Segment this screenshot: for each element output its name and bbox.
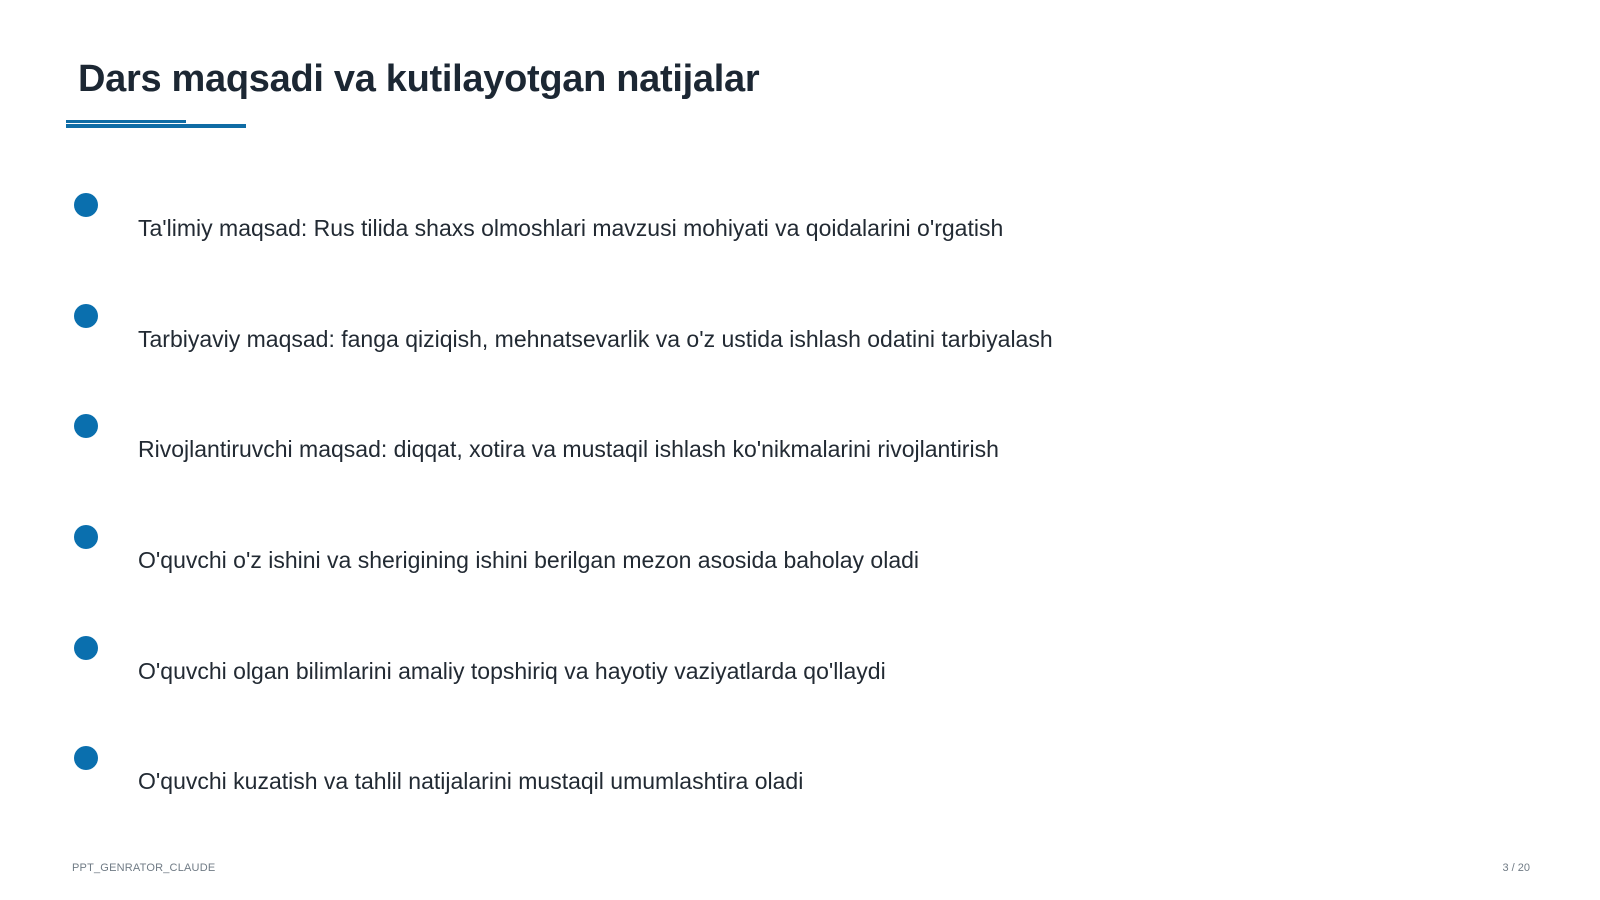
bullet-text: Tarbiyaviy maqsad: fanga qiziqish, mehnatsevarlik va o'z ustida ishlash odatini tarbiyalash	[138, 326, 1053, 352]
bullet-item	[0, 746, 1600, 826]
bullet-dot-icon	[74, 414, 98, 438]
bullet-dot-icon	[74, 746, 98, 770]
bullet-dot-icon	[74, 525, 98, 549]
bullet-item	[0, 636, 1600, 716]
bullet-item	[0, 525, 1600, 605]
bullet-dot-icon	[74, 636, 98, 660]
bullet-text: Ta'limiy maqsad: Rus tilida shaxs olmoshlari mavzusi mohiyati va qoidalarini o'rgatish	[138, 215, 1004, 241]
bullet-item	[0, 304, 1600, 384]
bullet-text: O'quvchi kuzatish va tahlil natijalarini mustaqil umumlashtira oladi	[138, 768, 804, 794]
footer-label: PPT_GENRATOR_CLAUDE	[72, 862, 216, 874]
page-number: 3 / 20	[1502, 862, 1530, 874]
bullet-dot-icon	[74, 304, 98, 328]
bullet-dot-icon	[74, 193, 98, 217]
bullet-item	[0, 414, 1600, 494]
bullet-text: O'quvchi o'z ishini va sherigining ishini berilgan mezon asosida baholay oladi	[138, 547, 920, 573]
bullet-item	[0, 193, 1600, 273]
bullet-text: O'quvchi olgan bilimlarini amaliy topshiriq va hayotiy vaziyatlarda qo'llaydi	[138, 658, 886, 684]
slide-title: Dars maqsadi va kutilayotgan natijalar	[78, 58, 760, 100]
bullet-text: Rivojlantiruvchi maqsad: diqqat, xotira va mustaqil ishlash ko'nikmalarini rivojlantirish	[138, 436, 999, 462]
